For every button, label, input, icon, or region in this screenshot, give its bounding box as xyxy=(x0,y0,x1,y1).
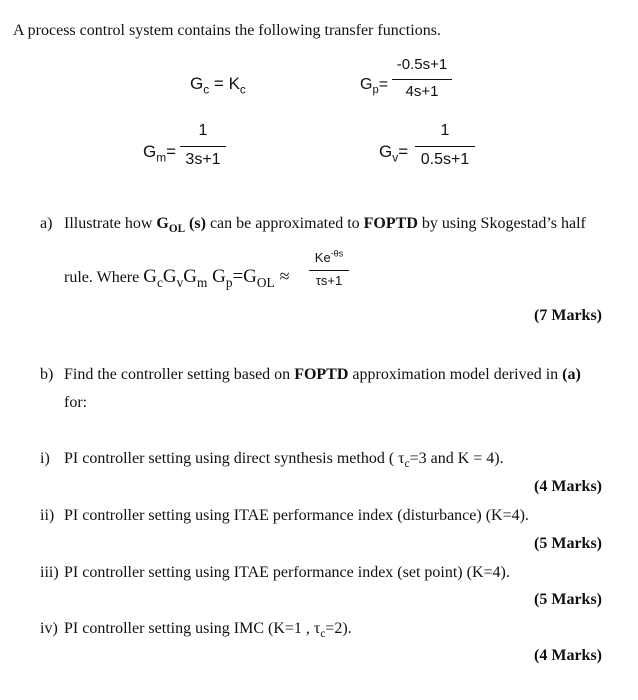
part-a-line2 xyxy=(64,266,290,288)
foptd-numerator: $Ke^{-\theta s}$ xyxy=(314,248,344,265)
part-b-line1 xyxy=(64,366,581,384)
item-i-text: PI controller setting using direct synthesis method ( $\tau_c=3$ and K = 4). xyxy=(64,450,504,471)
item-ii-marks: (5 Marks) xyxy=(534,535,602,552)
part-a-text3: can be approximated to xyxy=(209,215,364,232)
gv-denominator: 0.5s+1 xyxy=(420,151,470,168)
foptd-fraction-bar xyxy=(309,270,349,271)
gp-fraction-bar xyxy=(392,79,452,80)
approx-symbol: ≈ xyxy=(279,266,290,286)
item-iv-marks: (4 Marks) xyxy=(534,647,602,664)
part-a-foptd: FOPTD xyxy=(363,215,418,232)
gm-denominator: 3s+1 xyxy=(185,151,221,168)
part-a-marks: (7 Marks) xyxy=(534,307,602,324)
gp-symbol: G xyxy=(360,76,373,93)
part-b-line2: for: xyxy=(64,394,88,411)
foptd-denominator: τs+1 xyxy=(315,273,343,288)
gp-lhs xyxy=(360,76,389,97)
part-b-text1: Find the controller setting based on xyxy=(64,366,295,383)
gol-chain: $G_cG_vG_m$ $G_p=G_{OL}$ xyxy=(143,266,275,290)
part-a-text4: by using Skogestad’s half xyxy=(417,215,586,232)
gp-equals: = xyxy=(378,76,389,93)
gv-equals: = xyxy=(398,142,409,161)
kc-subscript: c xyxy=(239,82,246,97)
part-a-text1: Illustrate how xyxy=(64,215,157,232)
item-i-label: i) xyxy=(40,450,50,467)
item-ii-text: PI controller setting using ITAE performance index (disturbance) (K=4). xyxy=(64,507,529,524)
intro-text: A process control system contains the following transfer functions. xyxy=(13,22,441,39)
foptd-fraction xyxy=(309,250,349,296)
item-ii-label: ii) xyxy=(40,507,55,524)
part-b-foptd: FOPTD xyxy=(294,366,349,383)
part-a-label: a) xyxy=(40,215,53,232)
item-iv-text: PI controller setting using IMC (K=1 , $\tau_c=2$). xyxy=(64,620,352,641)
part-b-text2: approximation model derived in xyxy=(348,366,563,383)
gc-subscript: c xyxy=(203,82,210,97)
gv-fraction xyxy=(415,122,475,174)
gm-equals: = xyxy=(166,142,177,161)
gv-lhs xyxy=(379,142,409,165)
part-b-label: b) xyxy=(40,366,54,383)
rule-text: rule. Where xyxy=(64,269,144,286)
gc-symbol: G xyxy=(190,74,204,93)
gp-subscript: p xyxy=(372,84,379,97)
gp-numerator: -0.5s+1 xyxy=(396,56,448,73)
gm-numerator: 1 xyxy=(198,122,208,139)
item-i-marks: (4 Marks) xyxy=(534,478,602,495)
gv-subscript: v xyxy=(392,150,399,165)
gm-fraction-bar xyxy=(180,146,226,147)
item-iv-label: iv) xyxy=(40,620,58,637)
item-iii-label: iii) xyxy=(40,564,59,581)
gc-rhs: = K xyxy=(213,74,240,93)
gc-equation xyxy=(190,74,246,97)
gm-lhs xyxy=(143,142,177,165)
gv-numerator: 1 xyxy=(440,122,450,139)
gp-denominator: 4s+1 xyxy=(405,83,439,100)
gp-fraction xyxy=(392,56,452,106)
part-a-line1 xyxy=(64,215,586,236)
item-iii-marks: (5 Marks) xyxy=(534,591,602,608)
part-b-ref: (a) xyxy=(562,366,581,383)
gm-subscript: m xyxy=(156,150,167,165)
gv-symbol: G xyxy=(379,142,393,161)
gm-symbol: G xyxy=(143,142,157,161)
gol-symbol: $G_{OL}$ (s) xyxy=(156,215,210,236)
gv-fraction-bar xyxy=(415,146,475,147)
gm-fraction xyxy=(180,122,226,174)
item-iii-text: PI controller setting using ITAE performance index (set point) (K=4). xyxy=(64,564,510,581)
